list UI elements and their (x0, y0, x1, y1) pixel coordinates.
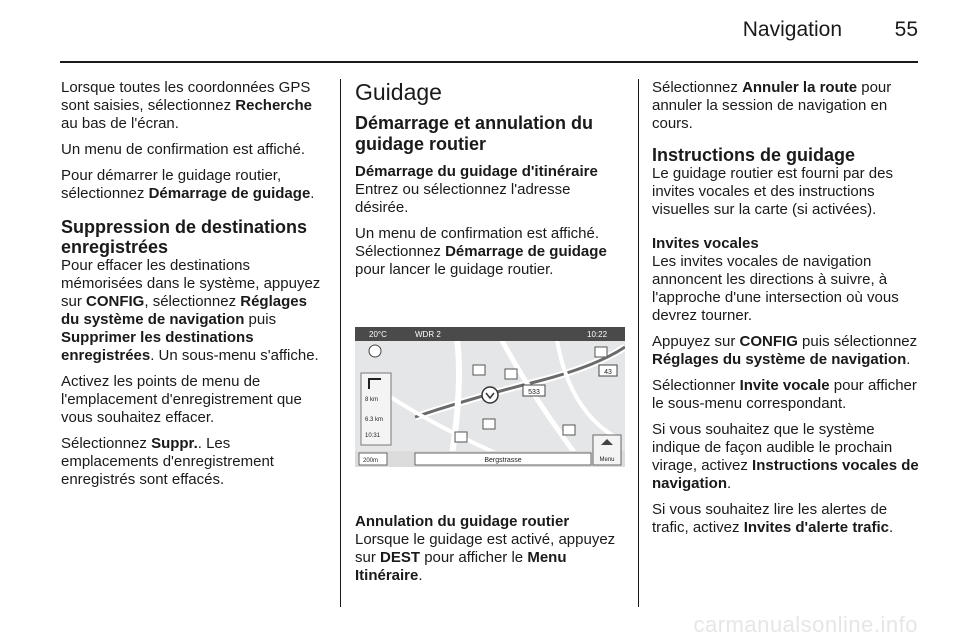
page-header-title: Navigation (742, 18, 842, 41)
distance-to-turn: 8 km (365, 397, 379, 403)
current-street-name: Bergstrasse (484, 457, 522, 464)
poi-icon (455, 432, 467, 442)
navigation-screen-figure (355, 287, 625, 499)
subheading-invites-vocales: Invites vocales (652, 235, 759, 252)
route-sign-label: 43 (604, 369, 612, 376)
arrival-time: 10:31 (365, 433, 381, 439)
poi-icon (563, 425, 575, 435)
paragraph: Appuyez sur CONFIG puis sélectionnez Réglages du système de navigation. (652, 333, 918, 368)
paragraph: Un menu de confirmation est affiché. Sélectionnez Démarrage de guidage pour lancer le guidage routier. (355, 225, 607, 278)
paragraph: Un menu de confirmation est affiché. (61, 141, 306, 158)
paragraph: Sélectionner Invite vocale pour afficher le sous-menu correspondant. (652, 377, 917, 412)
poi-icon (505, 369, 517, 379)
paragraph: Pour démarrer le guidage routier, sélectionnez Démarrage de guidage. (61, 167, 315, 202)
vehicle-position-icon (482, 387, 498, 403)
poi-icon (473, 365, 485, 375)
section-heading-instructions: Instructions de guidage (652, 145, 856, 165)
column-divider-1 (340, 79, 341, 607)
header-divider (60, 61, 918, 63)
paragraph: Si vous souhaitez lire les alertes de trafic, activez Invites d'alerte trafic. (652, 501, 894, 536)
subheading-demarrage-itineraire: Démarrage du guidage d'itinéraire (355, 163, 598, 180)
map-scale: 200m (363, 458, 379, 464)
paragraph: Si vous souhaitez que le système indique de façon audible le prochain virage, activez Instructions vocales de navigation. (652, 421, 919, 492)
radio-station-readout: WDR 2 (415, 330, 441, 339)
column-2 (355, 79, 625, 593)
spacer (652, 227, 924, 235)
paragraph: Activez les points de menu de l'emplacement d'enregistrement que vous souhaitez effacer. (61, 373, 302, 426)
status-bar (355, 327, 625, 341)
temperature-readout: 20°C (369, 330, 387, 339)
page-number: 55 (894, 18, 918, 41)
distance-remaining: 6.3 km (365, 417, 384, 423)
menu-button-label: Menu (599, 457, 615, 463)
column-3 (652, 79, 924, 545)
paragraph: Le guidage routier est fourni par des invites vocales et des instructions visuelles sur la carte (si activées). (652, 165, 893, 218)
poi-icon (595, 347, 607, 357)
column-1 (61, 79, 329, 497)
paragraph: Sélectionnez Suppr.. Les emplacements d'enregistrement enregistrés sont effacés. (61, 435, 274, 488)
poi-icon (483, 419, 495, 429)
section-title-guidage: Guidage (355, 79, 442, 105)
clock-readout: 10:22 (587, 330, 608, 339)
paragraph: Sélectionnez Annuler la route pour annuler la session de navigation en cours. (652, 79, 892, 132)
paragraph: Les invites vocales de navigation annoncent les directions à suivre, à l'approche d'une intersection où vous devrez tourner. (652, 253, 899, 324)
navigation-map-illustration (355, 287, 625, 499)
route-sign-label: 533 (528, 389, 540, 396)
compass-icon (369, 345, 381, 357)
paragraph: Lorsque le guidage est activé, appuyez sur DEST pour afficher le Menu Itinéraire. (355, 531, 616, 584)
paragraph: Pour effacer les destinations mémorisées dans le système, appuyez sur CONFIG, sélectionnez Réglages du système de navigation puis Supprimer les destinations enregistrées. Un sous-menu s'affiche. (61, 257, 321, 364)
paragraph: Entrez ou sélectionnez l'adresse désirée. (355, 181, 571, 216)
column-divider-2 (638, 79, 639, 607)
section-heading-demarrage: Démarrage et annulation du guidage routier (355, 113, 594, 154)
subheading-annulation: Annulation du guidage routier (355, 513, 570, 530)
section-heading-suppression: Suppression de destinations enregistrées (61, 217, 308, 257)
watermark: carmanualsonline.info (693, 612, 918, 637)
paragraph: Lorsque toutes les coordonnées GPS sont saisies, sélectionnez Recherche au bas de l'écran. (61, 79, 312, 132)
